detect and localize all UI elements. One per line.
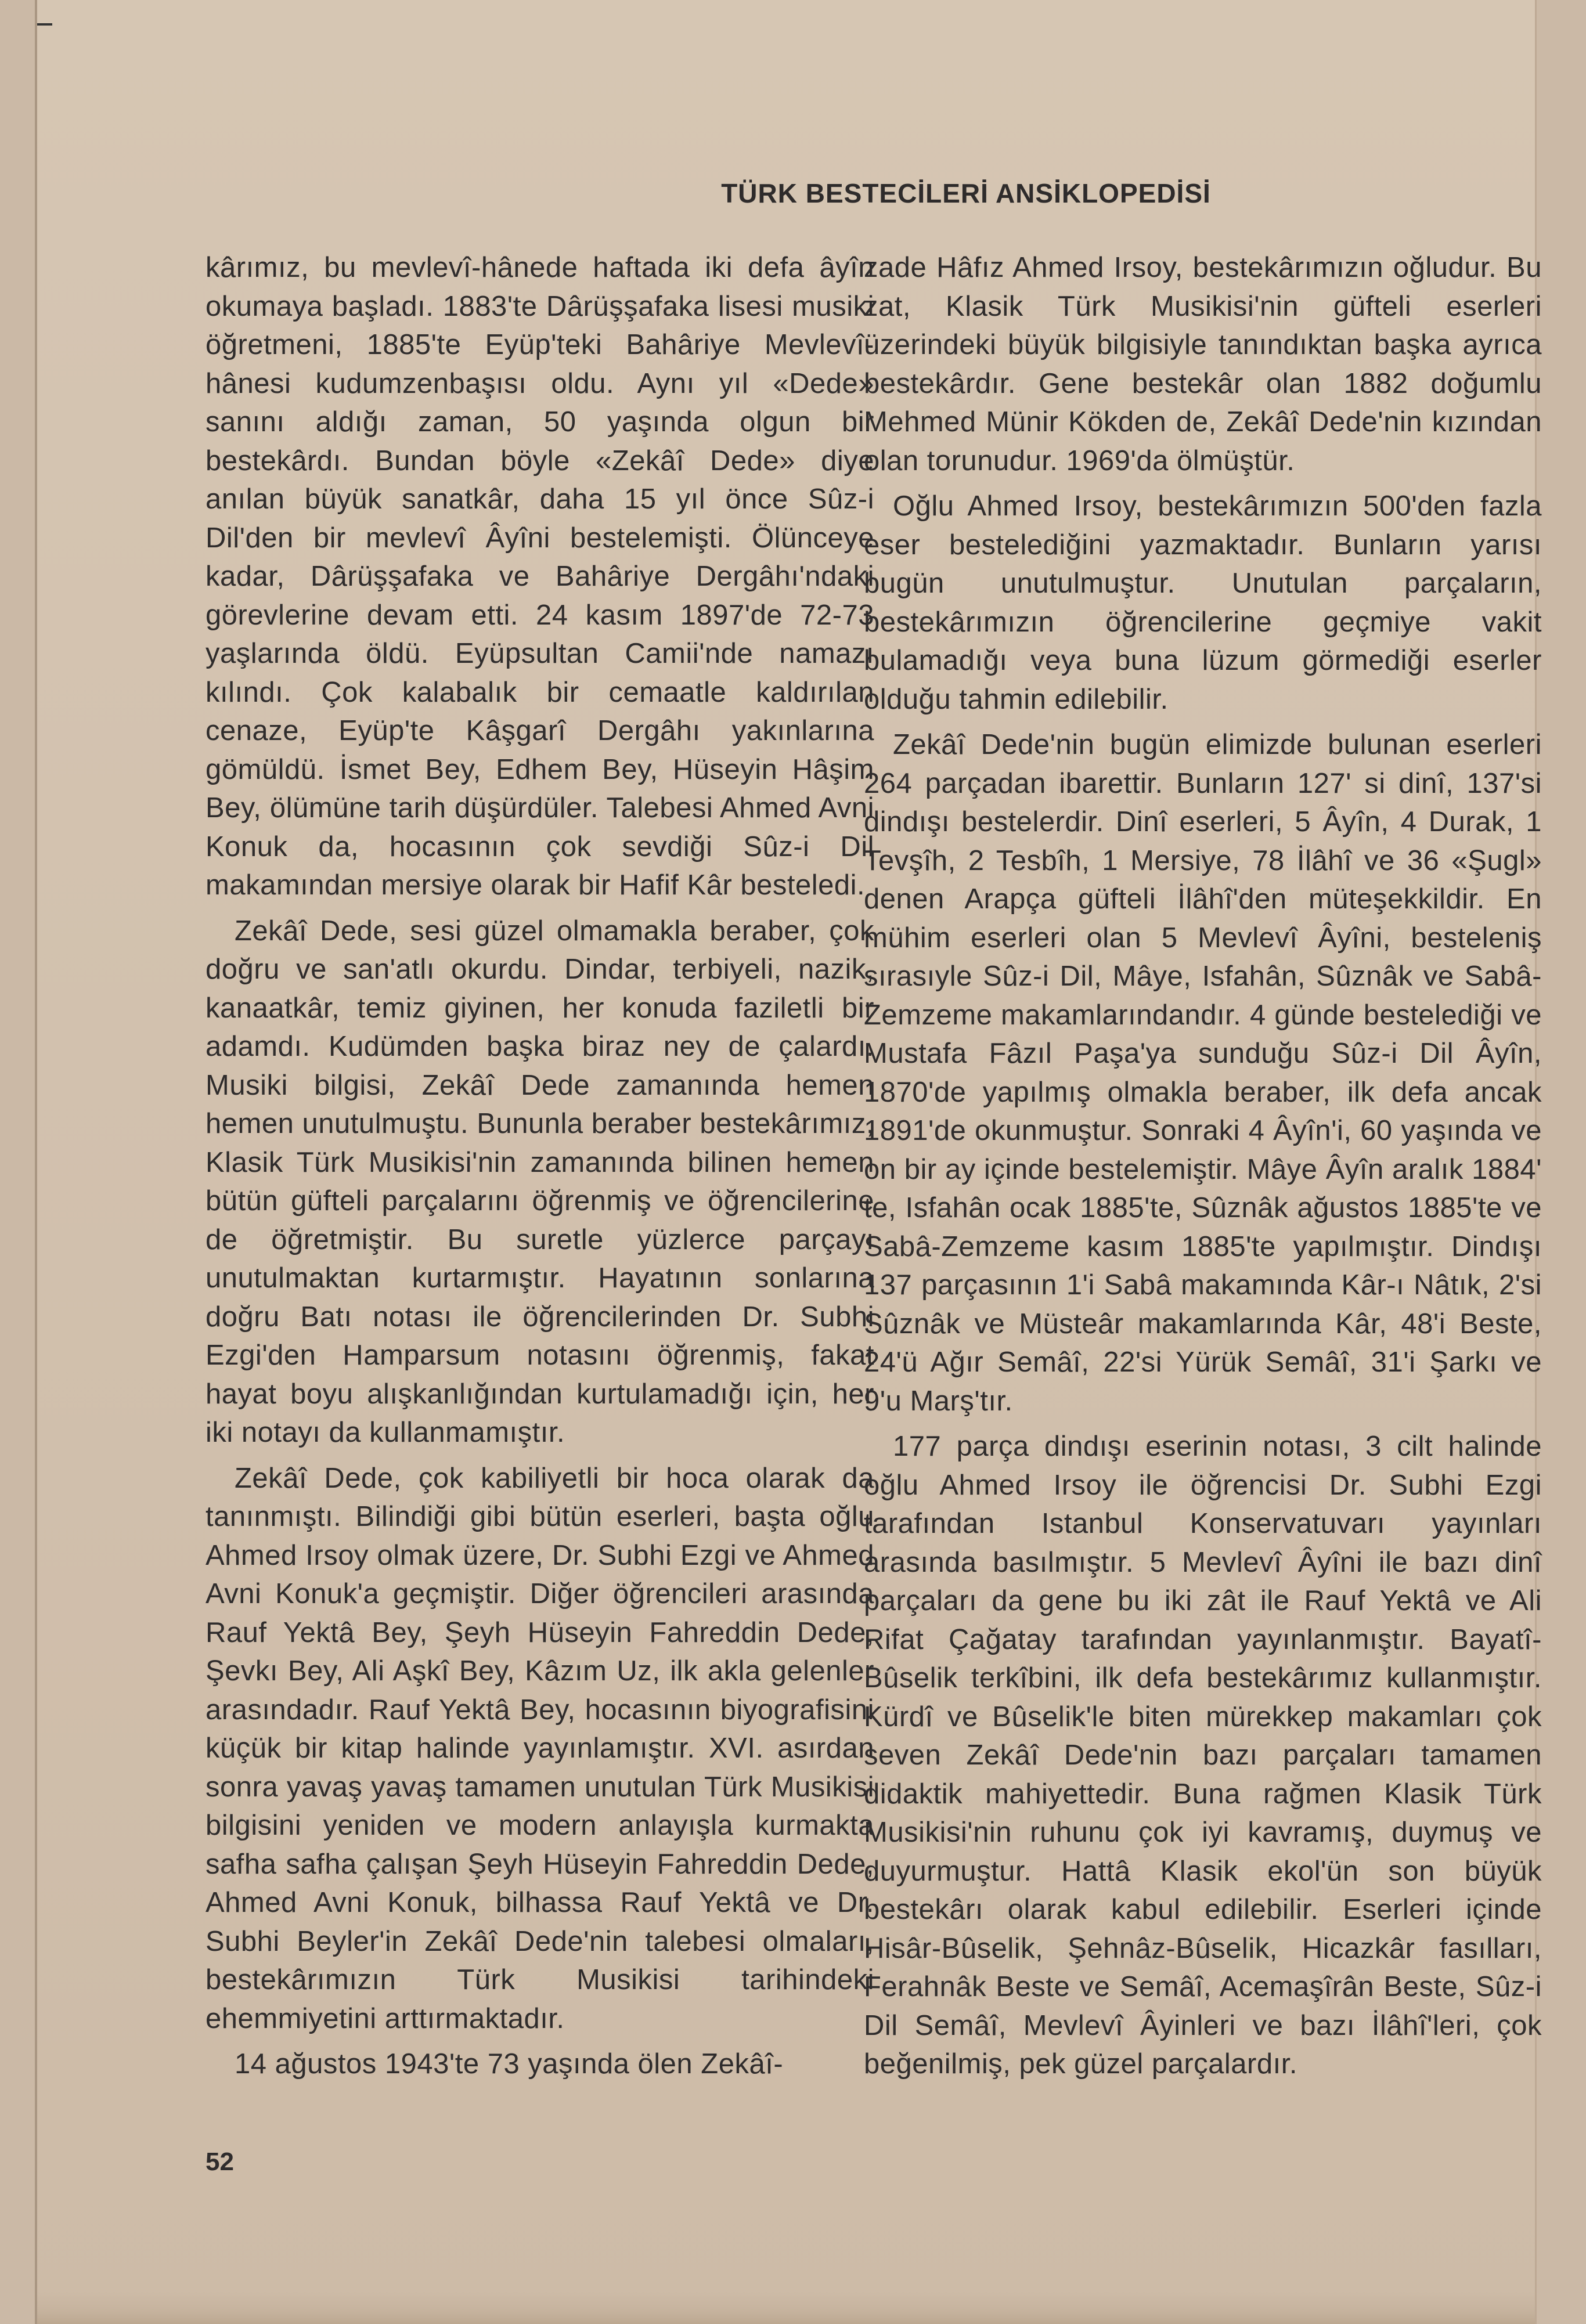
paragraph: Zekâî Dede, çok kabiliyetli bir hoca olarak da tanınmıştı. Bilindiği gibi bütün eserleri, başta oğlu Ahmed Irsoy olmak üzere, Dr. Subhi Ezgi ve Ahmed Avni Konuk'a geçmiştir. Diğer öğrencileri arasında Rauf Yektâ Bey, Şeyh Hüseyin Fahreddin Dede, Şevkı Bey, Ali Aşkî Bey, Kâzım Uz, ilk akla gelenler arasındadır. Rauf Yektâ Bey, hocasının biyografisini küçük bir kitap halinde yayınlamıştır. XVI. asırdan sonra yavaş yavaş tamamen unutulan Türk Musikisi bilgisini yeniden ve modern anlayışla kurmakta safha safha çalışan Şeyh Hüseyin Fahreddin Dede, Ahmed Avni Konuk, bilhassa Rauf Yektâ ve Dr. Subhi Beyler'in Zekâî Dede'nin talebesi olmaları, bestekârımızın Türk Musikisi tarihindeki ehemmiyetini arttırmaktadır. bbox=[206, 1462, 874, 2034]
paragraph: 177 parça dindışı eserinin notası, 3 cilt halinde oğlu Ahmed Irsoy ile öğrencisi Dr. Subhi Ezgi tarafından Istanbul Konservatuvarı yayınları arasında basılmıştır. 5 Mevlevî Âyîni ile bazı dinî parçaları da gene bu iki zât ile Rauf Yektâ ve Ali Rifat Çağatay tarafından yayınlanmıştır. Bayatî-Bûselik terkîbini, ilk defa bestekârımız kullanmıştır. Kürdî ve Bûselik'le biten mürekkep makamları çok seven Zekâî Dede'nin bazı parçaları tamamen didaktik mahiyettedir. Buna rağmen Klasik Türk Musikisi'nin ruhunu çok iyi kavramış, duymuş ve duyurmuştur. Hattâ Klasik ekol'ün son büyük bestekârı olarak kabul edilebilir. Eserleri içinde Hisâr-Bûselik, Şehnâz-Bûselik, Hicazkâr fasılları, Ferahnâk Beste ve Semâî, Acemaşîrân Beste, Sûz-i Dil Semâî, Mevlevî Âyinleri ve bazı İlâhî'leri, çok beğenilmiş, pek güzel parçalardır. bbox=[864, 1431, 1542, 2080]
paragraph: Oğlu Ahmed Irsoy, bestekârımızın 500'den fazla eser bestelediğini yazmaktadır. Bunların yarısı bugün unutulmuştur. Unutulan parçaların, bestekârımızın öğrencilerine geçmiye vakit bulamadığı veya buna lüzum görmediği eserler olduğu tahmin edilebilir. bbox=[864, 490, 1542, 715]
right-column bbox=[864, 248, 1542, 2091]
paragraph: zade Hâfız Ahmed Irsoy, bestekârımızın oğludur. Bu zat, Klasik Türk Musikisi'nin güfteli eserleri üzerindeki büyük bilgisiyle tanındıktan başka ayrıca bestekârdır. Gene bestekâr olan 1882 doğumlu Mehmed Münir Kökden de, Zekâî Dede'nin kızından olan torunudur. 1969'da ölmüştür. bbox=[864, 252, 1542, 477]
left-column bbox=[206, 248, 874, 2091]
book-page bbox=[35, 0, 1542, 2324]
page-number: 52 bbox=[206, 2148, 234, 2176]
paragraph: Zekâî Dede, sesi güzel olmamakla beraber, çok doğru ve san'atlı okurdu. Dindar, terbiyeli, nazik, kanaatkâr, temiz giyinen, her konuda faziletli bir adamdı. Kudümden başka biraz ney de çalardı. Musiki bilgisi, Zekâî Dede zamanında hemen hemen unutulmuştu. Bununla beraber bestekârımız, Klasik Türk Musikisi'nin zamanında bilinen hemen bütün güfteli parçalarını öğrenmiş ve öğrencilerine de öğretmiştir. Bu suretle yüzlerce parçayı unutulmaktan kurtarmıştır. Hayatının sonlarına doğru Batı notası ile öğrencilerinden Dr. Subhi Ezgi'den Hamparsum notasını öğrenmiş, fakat hayat boyu alışkanlığından kurtulamadığı için, her iki notayı da kullanmamıştır. bbox=[206, 915, 874, 1448]
binding-mark bbox=[37, 23, 52, 26]
page-bottom-edge bbox=[37, 2291, 1535, 2324]
paragraph: Zekâî Dede'nin bugün elimizde bulunan eserleri 264 parçadan ibarettir. Bunların 127' si dinî, 137'si dindışı bestelerdir. Dinî eserleri, 5 Âyîn, 4 Durak, 1 Tevşîh, 2 Tesbîh, 1 Mersiye, 78 İlâhî ve 36 «Şugl» denen Arapça güfteli İlâhî'den müteşekkildir. En mühim eserleri olan 5 Mevlevî Âyîni, besteleniş sırasıyle Sûz-i Dil, Mâye, Isfahân, Sûznâk ve Sabâ-Zemzeme makamlarındandır. 4 günde bestelediği ve Mustafa Fâzıl Paşa'ya sunduğu Sûz-i Dil Âyîn, 1870'de yapılmış olmakla beraber, ilk defa ancak 1891'de okunmuştur. Sonraki 4 Âyîn'i, 60 yaşında ve on bir ay içinde bestelemiştir. Mâye Âyîn aralık 1884' te, Isfahân ocak 1885'te, Sûznâk ağustos 1885'te ve Sabâ-Zemzeme kasım 1885'te yapılmıştır. Dindışı 137 parçasının 1'i Sabâ makamında Kâr-ı Nâtık, 2'si Sûznâk ve Müsteâr makamlarında Kâr, 48'i Beste, 24'ü Ağır Semâî, 22'si Yürük Semâî, 31'i Şarkı ve 9'u Marş'tır. bbox=[864, 729, 1542, 1417]
running-header: TÜRK BESTECİLERİ ANSİKLOPEDİSİ bbox=[721, 178, 1211, 208]
paragraph: kârımız, bu mevlevî-hânede haftada iki defa âyîn okumaya başladı. 1883'te Dârüşşafaka lisesi musiki öğretmeni, 1885'te Eyüp'teki Bahâriye Mevlevî-hânesi kudumzenbaşısı oldu. Aynı yıl «Dede» sanını aldığı zaman, 50 yaşında olgun bir bestekârdı. Bundan böyle «Zekâî Dede» diye anılan büyük sanatkâr, daha 15 yıl önce Sûz-i Dil'den bir mevlevî Âyîni bestelemişti. Ölünceye kadar, Dârüşşafaka ve Bahâriye Dergâhı'ndaki görevlerine devam etti. 24 kasım 1897'de 72-73 yaşlarında öldü. Eyüpsultan Camii'nde namazı kılındı. Çok kalabalık bir cemaatle kaldırılan cenaze, Eyüp'te Kâşgarî Dergâhı yakınlarına gömüldü. İsmet Bey, Edhem Bey, Hüseyin Hâşim Bey, ölümüne tarih düşürdüler. Talebesi Ahmed Avni Konuk da, hocasının çok sevdiği Sûz-i Dil makamından mersiye olarak bir Hafif Kâr besteledi. bbox=[206, 252, 874, 901]
paragraph: 14 ağustos 1943'te 73 yaşında ölen Zekâî- bbox=[235, 2048, 784, 2080]
